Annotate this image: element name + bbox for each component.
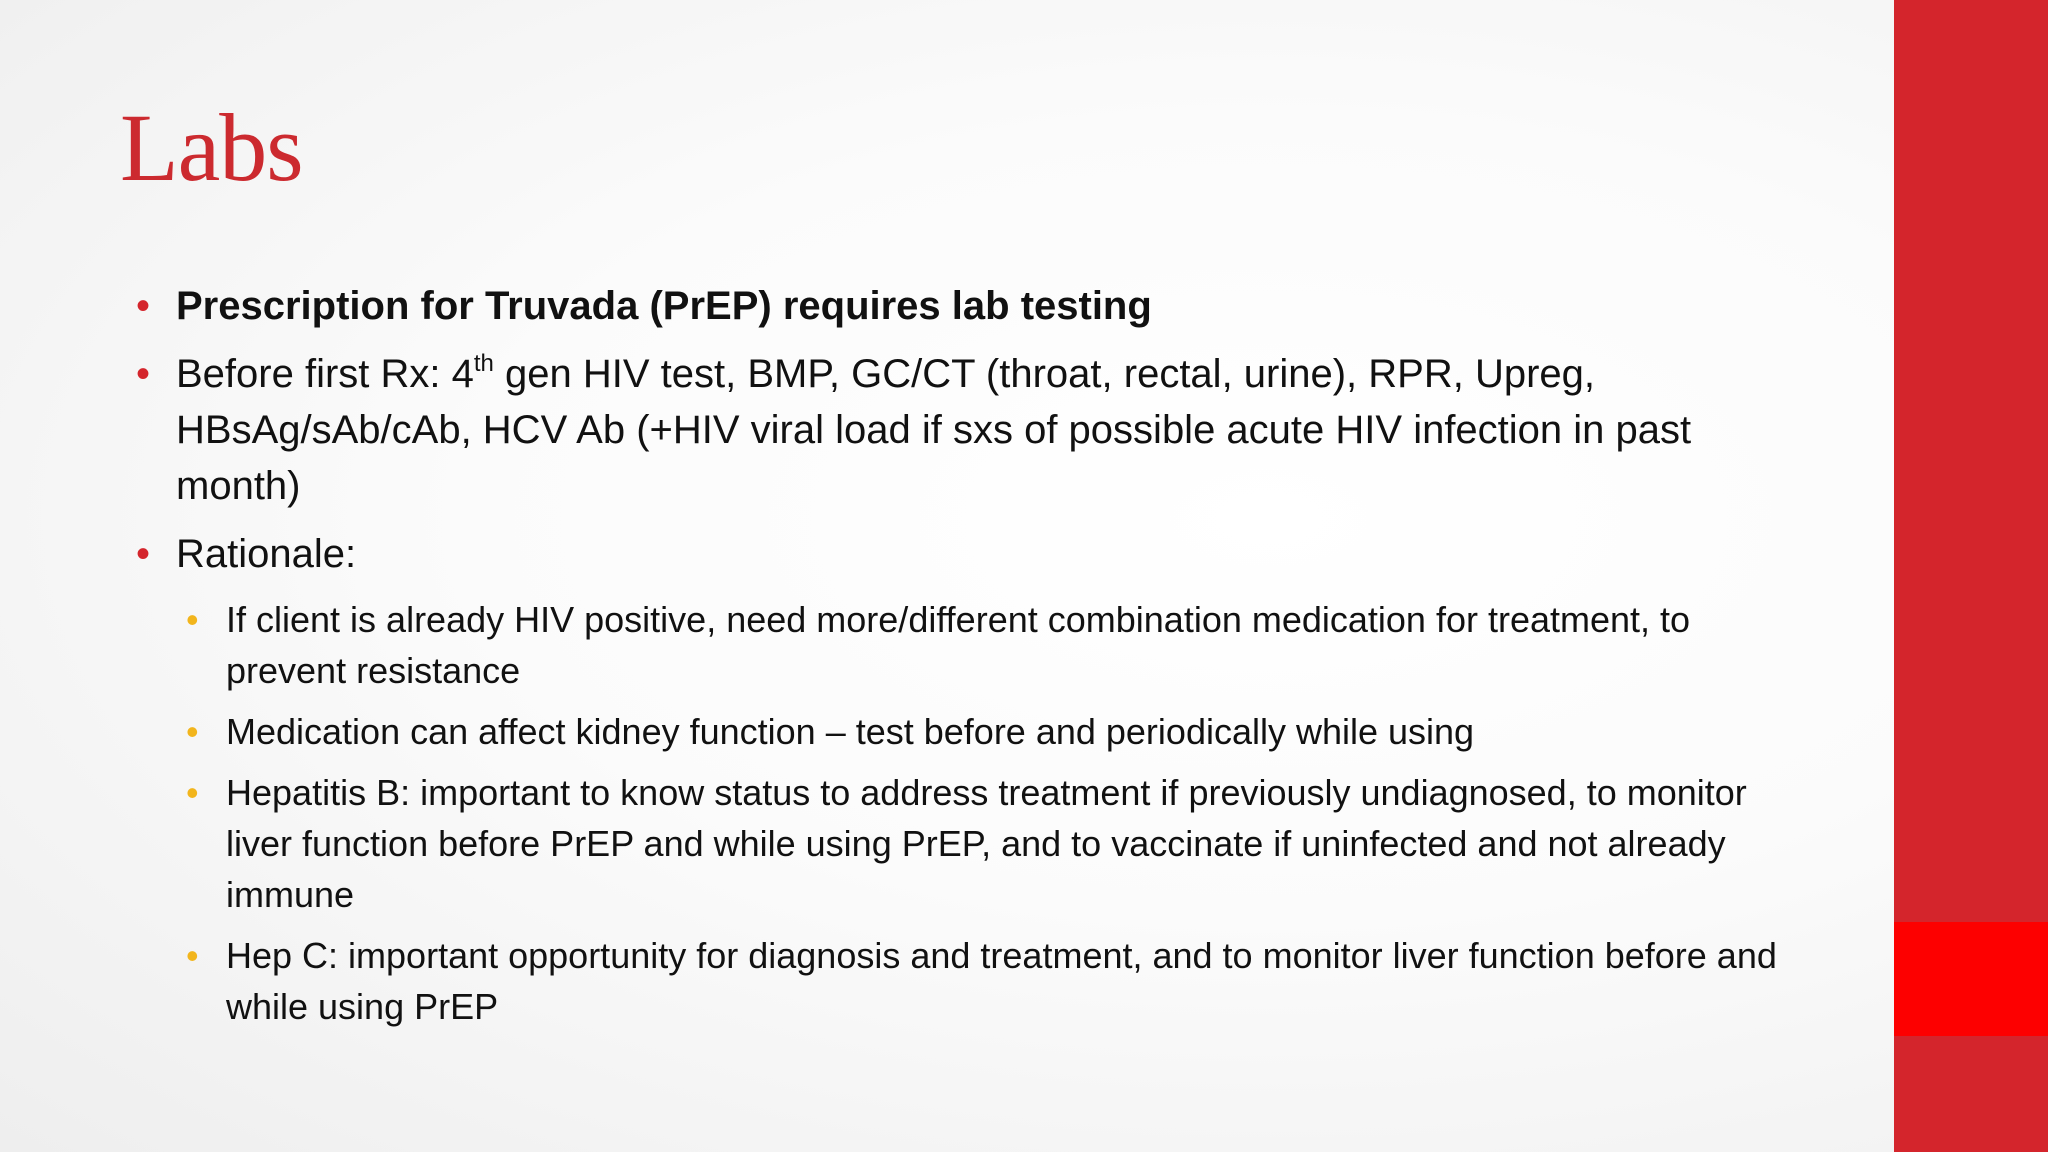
slide-title: Labs xyxy=(120,94,303,201)
bullet-item xyxy=(136,346,1796,514)
slide-body xyxy=(136,278,1796,1042)
bullet-marker: • xyxy=(136,352,151,396)
bullet-text: Prescription for Truvada (PrEP) requires lab testing xyxy=(176,284,1152,328)
sub-bullet-item xyxy=(186,706,1796,757)
sub-bullet-marker: • xyxy=(186,711,199,752)
bullet-item xyxy=(136,526,1796,582)
ordinal-superscript: th xyxy=(473,350,494,377)
sub-bullet-item xyxy=(186,594,1796,696)
sub-bullet-item xyxy=(186,930,1796,1032)
bullet-text xyxy=(176,352,1691,508)
bullet-marker: • xyxy=(136,284,151,328)
bullet-item xyxy=(136,278,1796,334)
bullet-text-start: Before first Rx: 4 xyxy=(176,352,474,396)
sub-bullet-marker: • xyxy=(186,935,199,976)
side-bar-accent xyxy=(1894,922,2048,1036)
sub-bullet-text: Hep C: important opportunity for diagnosis and treatment, and to monitor liver function before and while using PrEP xyxy=(226,935,1777,1027)
bullet-text: Rationale: xyxy=(176,532,357,576)
sub-bullet-item xyxy=(186,767,1796,920)
sub-bullet-text: Medication can affect kidney function – test before and periodically while using xyxy=(226,711,1475,752)
bullet-text-rest: gen HIV test, BMP, GC/CT (throat, rectal, urine), RPR, Upreg, HBsAg/sAb/cAb, HCV Ab (+HIV viral load if sxs of possible acute HIV infection in past month) xyxy=(176,352,1692,508)
bullet-marker: • xyxy=(136,532,151,576)
sub-bullet-text: Hepatitis B: important to know status to address treatment if previously undiagnosed, to monitor liver function before PrEP and while using PrEP, and to vaccinate if uninfected and not already immune xyxy=(226,772,1747,915)
sub-bullet-marker: • xyxy=(186,599,199,640)
sub-bullet-marker: • xyxy=(186,772,199,813)
sub-bullet-text: If client is already HIV positive, need more/different combination medication for treatment, to prevent resistance xyxy=(226,599,1691,691)
